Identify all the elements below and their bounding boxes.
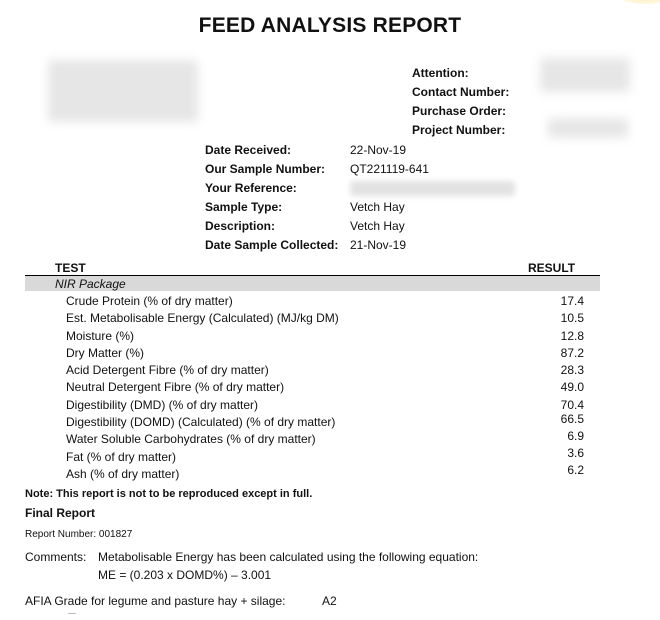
table-row-result: 12.8 xyxy=(560,329,584,343)
table-row-result: 6.9 xyxy=(567,429,584,443)
table-row-result: 70.4 xyxy=(560,398,584,412)
corner-decoration xyxy=(610,0,660,4)
table-row-test: Crude Protein (% of dry matter) xyxy=(66,294,233,308)
sample-number-value: QT221119-641 xyxy=(350,162,429,176)
date-collected-label: Date Sample Collected: xyxy=(205,238,339,252)
table-row-test: Water Soluble Carbohydrates (% of dry matter) xyxy=(66,432,316,446)
purchase-order-label: Purchase Order: xyxy=(412,104,507,118)
table-row-test: Neutral Detergent Fibre (% of dry matter) xyxy=(66,380,285,394)
table-row-result: 28.3 xyxy=(560,363,584,377)
page-mark xyxy=(68,613,76,617)
result-column-header: RESULT xyxy=(528,261,576,275)
contact-number-label: Contact Number: xyxy=(412,85,510,99)
table-row-test: Moisture (%) xyxy=(66,329,135,343)
afia-grade-label: AFIA Grade for legume and pasture hay + silage: xyxy=(25,594,286,608)
package-label: NIR Package xyxy=(55,277,126,291)
comments-text: Metabolisable Energy has been calculated using the following equation: xyxy=(98,550,479,564)
table-row-result: 6.2 xyxy=(567,463,584,477)
table-row-result: 17.4 xyxy=(560,294,584,308)
table-row-result: 3.6 xyxy=(567,446,584,460)
table-row-test: Acid Detergent Fibre (% of dry matter) xyxy=(66,363,269,377)
table-row-result: 87.2 xyxy=(560,346,584,360)
attention-label: Attention: xyxy=(412,66,469,80)
sample-number-label: Our Sample Number: xyxy=(205,162,326,176)
redacted-address-block xyxy=(48,60,198,122)
table-row-test: Est. Metabolisable Energy (Calculated) (MJ/kg DM) xyxy=(66,311,339,325)
table-row-test: Fat (% of dry matter) xyxy=(66,450,177,464)
me-equation: ME = (0.203 x DOMD%) – 3.001 xyxy=(98,568,272,582)
description-label: Description: xyxy=(205,219,276,233)
project-number-label: Project Number: xyxy=(412,123,506,137)
table-row-test: Dry Matter (%) xyxy=(66,346,144,360)
report-number: Report Number: 001827 xyxy=(25,529,133,540)
description-value: Vetch Hay xyxy=(350,219,405,233)
your-reference-label: Your Reference: xyxy=(205,181,297,195)
table-row-result: 49.0 xyxy=(560,380,584,394)
table-row-test: Digestibility (DMD) (% of dry matter) xyxy=(66,398,259,412)
table-row-result: 10.5 xyxy=(560,311,584,325)
date-received-value: 22-Nov-19 xyxy=(350,143,407,157)
sample-type-value: Vetch Hay xyxy=(350,200,405,214)
redacted-project-block xyxy=(548,118,628,138)
date-collected-value: 21-Nov-19 xyxy=(350,238,407,252)
final-report-heading: Final Report xyxy=(25,506,96,520)
reproduction-note: Note: This report is not to be reproduced except in full. xyxy=(25,488,313,500)
test-column-header: TEST xyxy=(55,261,86,275)
date-received-label: Date Received: xyxy=(205,143,292,157)
redacted-reference xyxy=(350,181,515,196)
afia-grade-value: A2 xyxy=(322,594,337,608)
sample-type-label: Sample Type: xyxy=(205,200,283,214)
table-row-result: 66.5 xyxy=(560,412,584,426)
comments-label: Comments: xyxy=(25,550,87,564)
table-row-test: Ash (% of dry matter) xyxy=(66,467,180,481)
redacted-contact-block xyxy=(540,58,630,92)
table-row-test: Digestibility (DOMD) (Calculated) (% of dry matter) xyxy=(66,415,336,429)
report-title: FEED ANALYSIS REPORT xyxy=(198,14,462,37)
